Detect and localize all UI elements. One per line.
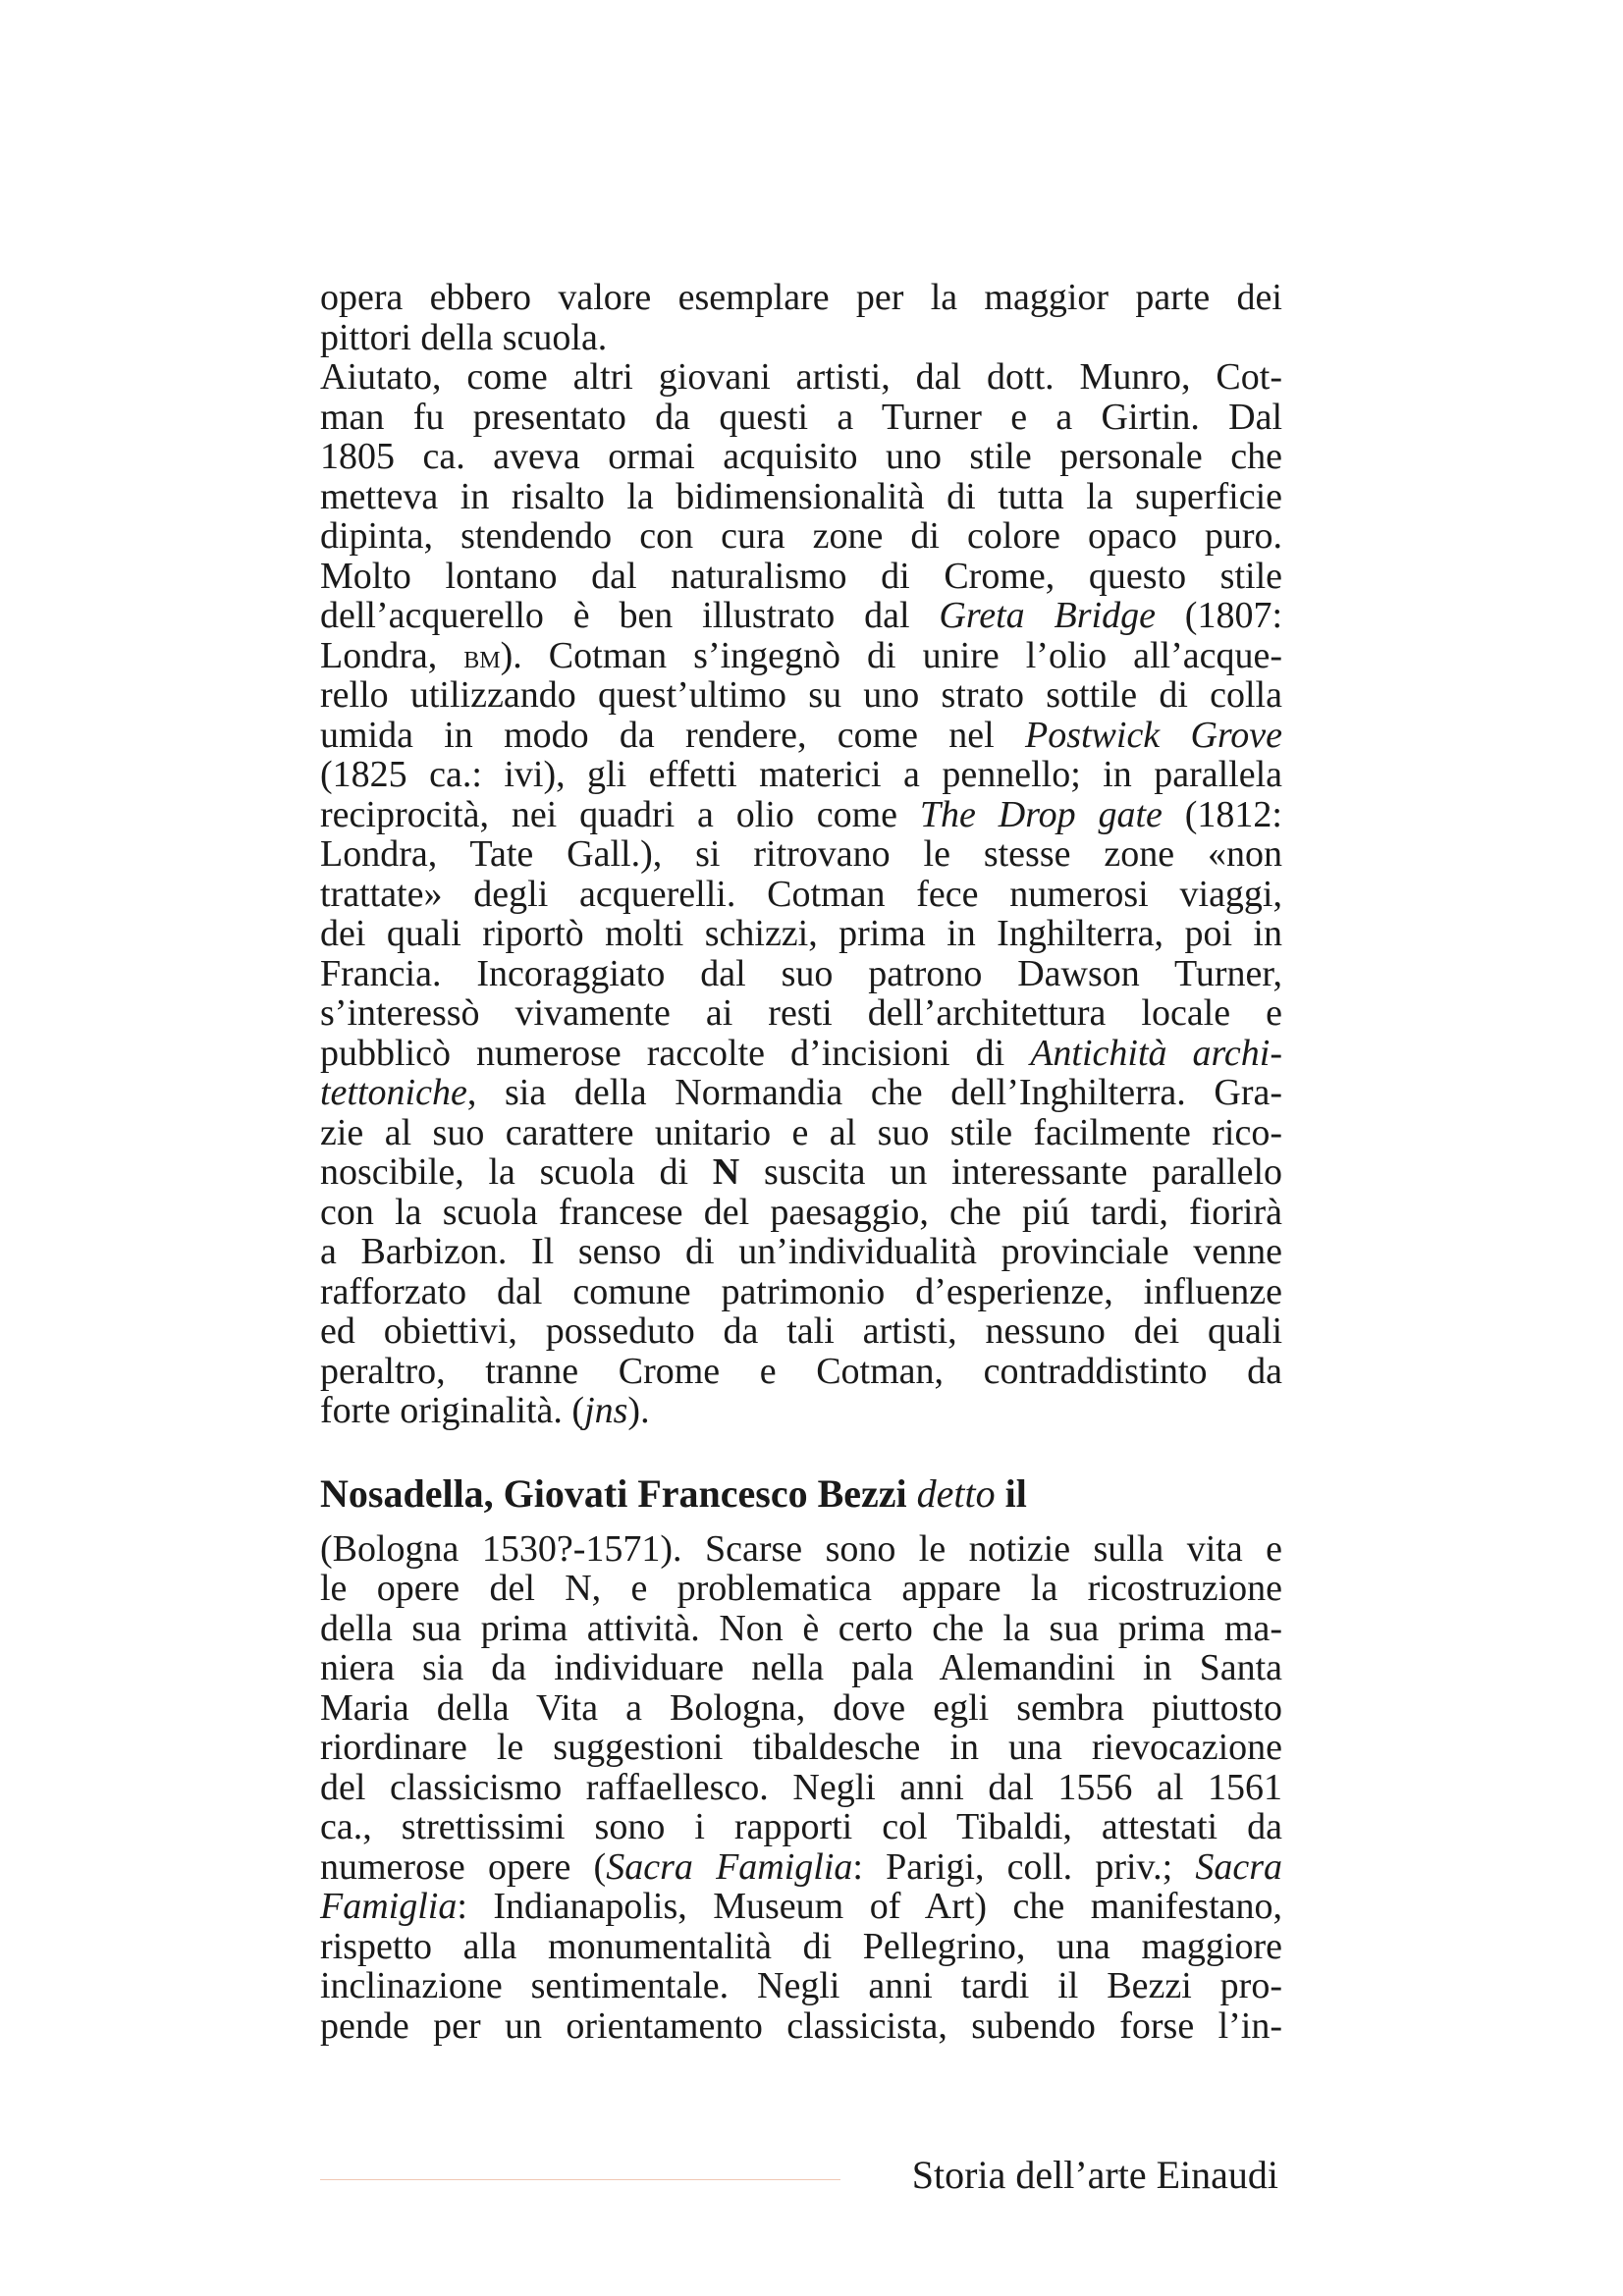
text-line: opera ebbero valore esemplare per la maggior parte dei xyxy=(320,277,1282,318)
text-line: s’interessò vivamente ai resti dell’architettura locale e xyxy=(320,992,1282,1034)
text-line: pubblicò numerose raccolte d’incisioni di Antichità archi- xyxy=(320,1032,1282,1074)
text-line: dell’acquerello è ben illustrato dal Greta Bridge (1807: xyxy=(320,595,1283,636)
text-line: rello utilizzando quest’ultimo su uno strato sottile di colla xyxy=(320,674,1282,716)
text-line: numerose opere (Sacra Famiglia: Parigi, coll. priv.; Sacra xyxy=(320,1845,1283,1888)
text-line: dipinta, stendendo con cura zone di colore opaco puro. xyxy=(320,515,1282,557)
text-line: Molto lontano dal naturalismo di Crome, questo stile xyxy=(320,555,1282,597)
text-line: Aiutato, come altri giovani artisti, dal dott. Munro, Cot- xyxy=(320,356,1282,398)
text-line: Francia. Incoraggiato dal suo patrono Dawson Turner, xyxy=(320,952,1282,994)
text-line: riordinare le suggestioni tibaldesche in una rievocazione xyxy=(320,1727,1282,1768)
text-line: dei quali riportò molti schizzi, prima in Inghilterra, poi in xyxy=(320,913,1282,954)
text-line: Famiglia: Indianapolis, Museum of Art) che manifestano, xyxy=(320,1886,1282,1927)
text-line: noscibile, la scuola di N suscita un interessante parallelo xyxy=(320,1151,1282,1193)
text-line: a Barbizon. Il senso di un’individualità provinciale venne xyxy=(320,1231,1282,1272)
text-line: pende per un orientamento classicista, subendo forse l’in- xyxy=(320,2004,1282,2047)
entry-norwich-school-text xyxy=(320,278,1282,1431)
text-line: le opere del N, e problematica appare la ricostruzione xyxy=(320,1568,1282,1609)
text-line: niera sia da individuare nella pala Alemandini in Santa xyxy=(320,1647,1282,1688)
entry-heading-block xyxy=(320,1470,1282,1518)
page-footer xyxy=(320,2146,1278,2205)
text-line: peraltro, tranne Crome e Cotman, contraddistinto da xyxy=(320,1350,1282,1392)
entry-heading-nosadella: Nosadella, Giovati Francesco Bezzi detto il xyxy=(320,1470,1027,1516)
text-line: umida in modo da rendere, come nel Postwick Grove xyxy=(320,714,1282,756)
text-line: (Bologna 1530?-1571). Scarse sono le notizie sulla vita e xyxy=(320,1527,1282,1570)
text-line: reciprocità, nei quadri a olio come The Drop gate (1812: xyxy=(320,793,1282,835)
article-text xyxy=(320,278,1282,2046)
text-line: Maria della Vita a Bologna, dove egli sembra piuttosto xyxy=(320,1686,1282,1729)
text-line: del classicismo raffaellesco. Negli anni dal 1556 al 1561 xyxy=(320,1766,1282,1808)
text-line: pittori della scuola. xyxy=(320,316,608,358)
text-line: zie al suo carattere unitario e al suo stile facilmente rico- xyxy=(320,1111,1282,1153)
text-line: Londra, Tate Gall.), si ritrovano le stesse zone «non xyxy=(320,833,1282,875)
text-line: ca., strettissimi sono i rapporti col Tibaldi, attestati da xyxy=(320,1806,1282,1847)
text-line: trattate» degli acquerelli. Cotman fece numerosi viaggi, xyxy=(320,873,1282,915)
text-line: con la scuola francese del paesaggio, che piú tardi, fiorirà xyxy=(320,1191,1282,1233)
footer-rule xyxy=(320,2179,840,2180)
text-line: inclinazione sentimentale. Negli anni tardi il Bezzi pro- xyxy=(320,1965,1282,2006)
entry-nosadella-text xyxy=(320,1529,1282,2047)
text-line: 1805 ca. aveva ormai acquisito uno stile personale che xyxy=(320,436,1282,477)
text-line: metteva in risalto la bidimensionalità di tutta la superficie xyxy=(320,475,1282,517)
footer-title: Storia dell’arte Einaudi xyxy=(911,2153,1278,2197)
text-line: della sua prima attività. Non è certo che la sua prima ma- xyxy=(320,1607,1282,1649)
text-line: forte originalità. (jns). xyxy=(320,1390,650,1431)
text-line: Londra, bm). Cotman s’ingegnò di unire l’olio all’acque- xyxy=(320,634,1282,676)
text-line: man fu presentato da questi a Turner e a Girtin. Dal xyxy=(320,396,1282,438)
text-line: tettoniche, sia della Normandia che dell’Inghilterra. Gra- xyxy=(320,1072,1282,1113)
text-line: ed obiettivi, posseduto da tali artisti, nessuno dei quali xyxy=(320,1310,1282,1352)
text-line: rispetto alla monumentalità di Pellegrino, una maggiore xyxy=(320,1925,1282,1967)
text-line: rafforzato dal comune patrimonio d’esperienze, influenze xyxy=(320,1270,1282,1312)
text-line: (1825 ca.: ivi), gli effetti materici a pennello; in parallela xyxy=(320,754,1282,795)
